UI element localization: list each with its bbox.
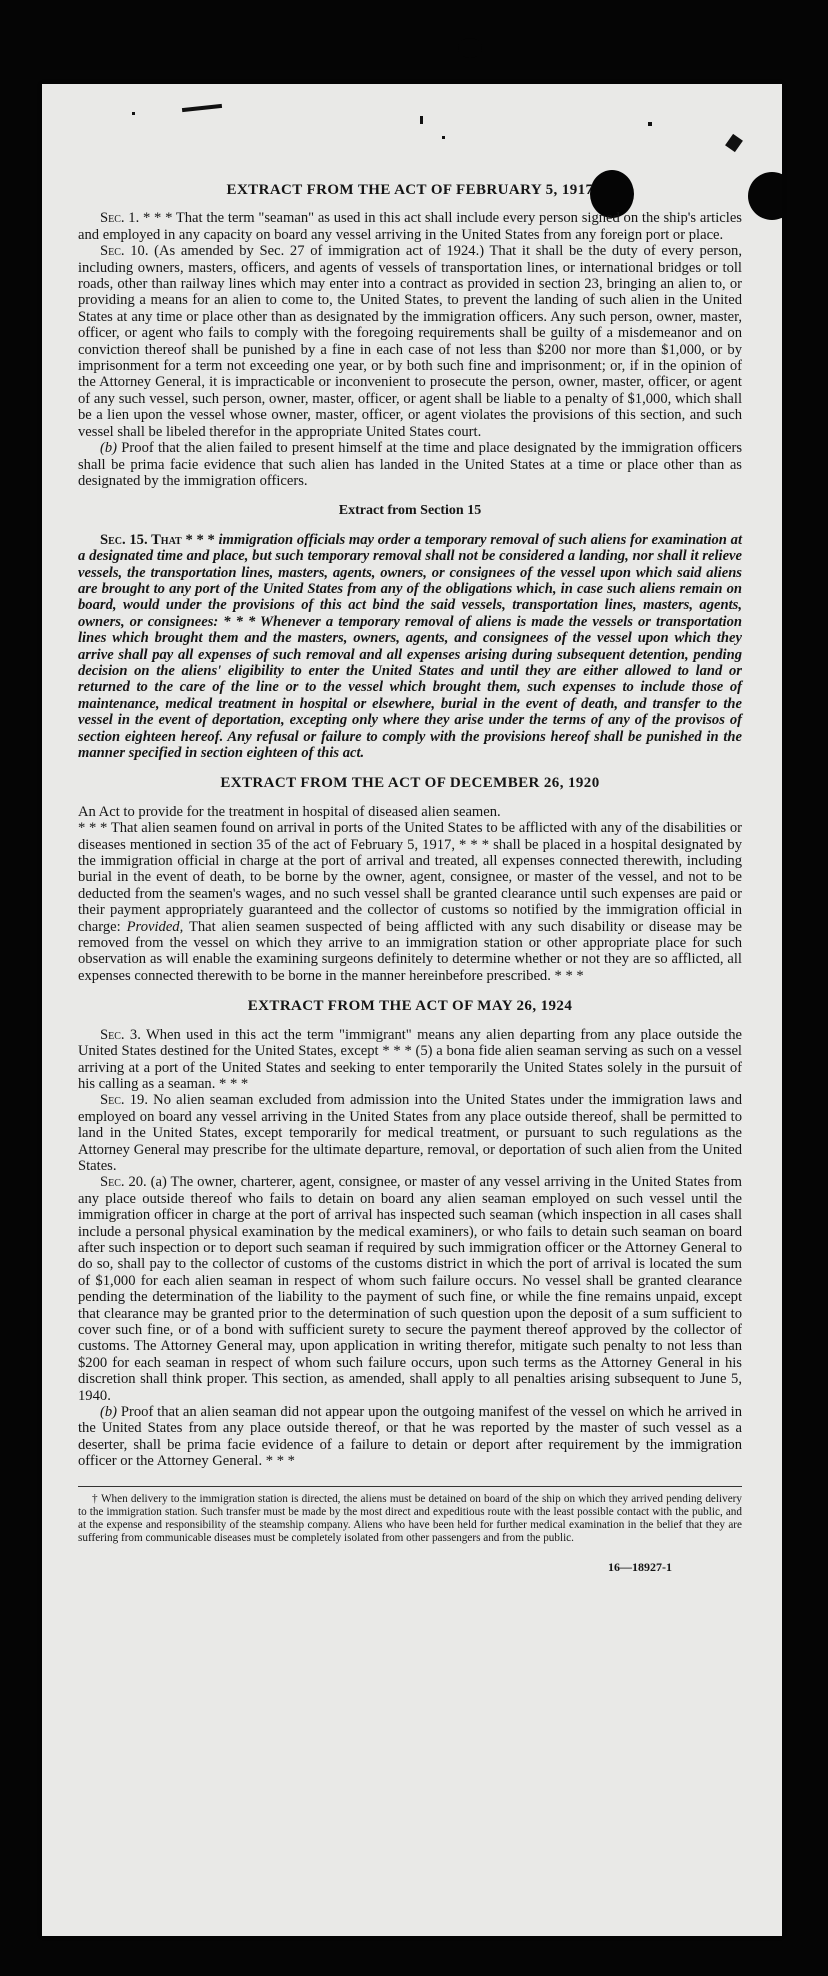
section-20-text: (a) The owner, charterer, agent, consignee, or master of any vessel arriving in the United States from any place outside thereof who fails to detain on board any alien seaman employed on such vessel until the immigration officer in charge at the port of arrival has inspected such seaman (which inspection in all cases shall include a personal physical examination by the medical examiners), or who fails to detain such seaman on board after such inspection or to deport such seaman if required by such immigration officer or the Attorney General to do so, shall pay to the collector of customs of the customs district in which the port of arrival is located the sum of $1,000 for each alien seaman in respect of whom such failure occurs. No vessel shall be granted clearance pending the determination of the liability to the payment of such fine, or while the fine remains unpaid, except that clearance may be granted prior to the determination of such question upon the deposit of a sum sufficient to cover such fine, or of a bond with sufficient surety to secure the payment thereof approved by the collector of customs. The Attorney General may, upon application in writing therefor, mitigate such penalty to not less than $200 for each seaman in respect of whom such failure occurs, upon such terms as the Attorney General in his discretion shall think proper. This section, as amended, shall apply to all penalties arising subsequent to June 5, 1940.	[78, 1174, 743, 1404]
act-1920-text: * * * That alien seamen found on arrival in ports of the United States to be afflicted with any of the disabilities or diseases mentioned in section 35 of the act of February 5, 1917, * * * shall be placed in a hospital designated by the immigration official in charge at the port of arrival and treated, all expenses connected therewith, including burial in the event of death, to be borne by the owner, agent, consignee, or master of the vessel, and not to be deducted from the seamen's wages, and no such vessel shall be granted clearance until such expenses are paid or their payment appropriately guaranteed and the collector of customs so notified by the immigration official in charge:	[78, 820, 742, 935]
document-body	[78, 182, 742, 1587]
scan-speck	[132, 112, 135, 115]
section-15-label: Sec. 15. That * * *	[100, 531, 215, 548]
act-1920-body	[78, 820, 742, 984]
print-code: 16—18927-1	[608, 1559, 672, 1574]
act-1920-provided: Provided,	[126, 918, 184, 935]
scan-speck	[648, 122, 652, 126]
section-20-b-label: (b)	[100, 1404, 118, 1421]
section-20-label: Sec. 20.	[100, 1174, 147, 1191]
heading-act-1920: EXTRACT FROM THE ACT OF DECEMBER 26, 1920	[220, 775, 600, 792]
section-10-text: (As amended by Sec. 27 of immigration act of 1924.) That it shall be the duty of every person, including owners, masters, officers, and agents of vessels of transportation lines, or international bridges or toll roads, other than railway lines which may enter into a contract as provided in section 23, bringing an alien to, or providing a means for an alien to come to, the United States, to prevent the landing of such alien in the United States at any time or place other than as designated by the immigration officers. Any such person, owner, master, officer, or agent who fails to comply with the foregoing requirements shall be guilty of a misdemeanor and on conviction thereof shall be punished by a fine in each case of not less than $200 nor more than $1,000, or by imprisonment for a term not exceeding one year, or by both such fine and imprisonment; or, if in the opinion of the Attorney General, it is impracticable or inconvenient to prosecute the person, owner, master, officer, or agent of any such vessel, such person, owner, master, officer, or agent shall be liable to a penalty of $1,000, which shall be a lien upon the vessel whose owner, master, officer, or agent violates the provisions of this section, and such vessel shall be libeled therefor in the appropriate United States court.	[78, 243, 742, 440]
heading-act-1924: EXTRACT FROM THE ACT OF MAY 26, 1924	[247, 998, 573, 1015]
scan-speck	[442, 136, 445, 139]
section-10-b-text: Proof that the alien failed to present himself at the time and place designated by the immigration officers shall be prima facie evidence that such alien has landed in the United States at a time or place other than as designated by the immigration officers.	[78, 440, 743, 489]
section-20-b	[78, 1404, 742, 1470]
section-15-text: immigration officials may order a temporary removal of such aliens for examination at a designated time and place, but such temporary removal shall not be considered a landing, nor shall it relieve vessels, the transportation lines, masters, agents, owners, or consignees of the vessel upon which said aliens are brought to any port of the United States from any of the obligations which, in case such aliens remain on board, would under the provisions of this act bind the said vessels, transportation lines, masters, agents, owners, or consignees: * * * Whenever a temporary removal of aliens is made the vessels or transportation lines which brought them and the masters, owners, agents, and consignees of the vessel upon which they arrive shall pay all expenses of such removal and all expenses arising during subsequent detention, pending decision on the aliens' eligibility to enter the United States and until they are either allowed to land or returned to the care of the line or to the vessel which brought them, such expenses to include those of maintenance, medical treatment in hospital or elsewhere, burial in the event of death, and transfer to the vessel in the event of deportation, excepting only where they arise under the terms of any of the provisos of section eighteen hereof. Any refusal or failure to comply with the provisions hereof shall be punished in the manner specified in section eighteen of this act.	[78, 531, 742, 761]
top-punch-hole	[458, 38, 482, 58]
scan-speck	[725, 134, 743, 152]
section-19-label: Sec. 19.	[100, 1092, 148, 1109]
scan-speck	[420, 116, 423, 124]
section-10	[78, 243, 742, 440]
section-20-b-text: Proof that an alien seaman did not appear upon the outgoing manifest of the vessel on which he arrived in the United States from any place outside thereof, or that he was reported by the master of such vessel as a deserter, shall be prima facie evidence of a failure to detain or deport after requirement by the immigration officer or the Attorney General. * * *	[78, 1404, 742, 1470]
footnote-divider	[78, 1486, 742, 1487]
section-1-text: * * * That the term "seaman" as used in this act shall include every person signed on the ship's articles and employed in any capacity on board any vessel arriving in the United States from any foreign port or place.	[78, 210, 742, 243]
section-3	[78, 1027, 742, 1093]
section-3-label: Sec. 3.	[100, 1026, 141, 1043]
right-punch-hole	[748, 172, 782, 220]
act-1920-intro: An Act to provide for the treatment in hospital of diseased alien seamen.	[78, 803, 501, 820]
subheading-section-15: Extract from Section 15	[338, 503, 482, 519]
scan-speck	[182, 104, 222, 112]
section-10-b-label: (b)	[100, 440, 118, 457]
footnote: † When delivery to the immigration station is directed, the aliens must be detained on board of the ship on which they arrived pending delivery to the immigration station. Such transfer must be made by the most direct and expeditious route with the least possible contact with the public, and at the expense and responsibility of the steamship company. Aliens who have been held for further medical examination in the belief that they are suffering from communicable diseases must be completely isolated from other passengers and from the public.	[78, 1492, 742, 1544]
section-15	[78, 532, 742, 762]
section-1	[78, 210, 742, 243]
section-10-b	[78, 440, 742, 489]
section-10-label: Sec. 10.	[100, 243, 149, 260]
section-19	[78, 1092, 742, 1174]
section-19-text: No alien seaman excluded from admission into the United States under the immigration laws and employed on board any vessel arriving in the United States from any place outside thereof, shall be permitted to land in the United States, except temporarily for medical treatment, or pursuant to such regulations as the Attorney General may prescribe for the ultimate departure, removal, or deportation of such alien from the United States.	[78, 1092, 742, 1174]
heading-act-1917: EXTRACT FROM THE ACT OF FEBRUARY 5, 1917	[226, 182, 594, 198]
section-20	[78, 1174, 742, 1404]
section-1-label: Sec. 1.	[100, 210, 140, 227]
act-1920-text-2: That alien seamen suspected of being afflicted with any such disability or disease may be removed from the vessel on which they arrive to an immigration station or other appropriate place for such observation as will enable the examining surgeons definitely to determine whether or not they are so afflicted, all expenses connected therewith to be borne in the manner hereinbefore prescribed. * * *	[78, 918, 742, 984]
document-page	[42, 84, 782, 1936]
section-3-text: When used in this act the term "immigrant" means any alien departing from any place outside the United States destined for the United States, except * * * (5) a bona fide alien seaman serving as such on a vessel arriving at a port of the United States and seeking to enter temporarily the United States solely in the pursuit of his calling as a seaman. * * *	[78, 1026, 742, 1092]
